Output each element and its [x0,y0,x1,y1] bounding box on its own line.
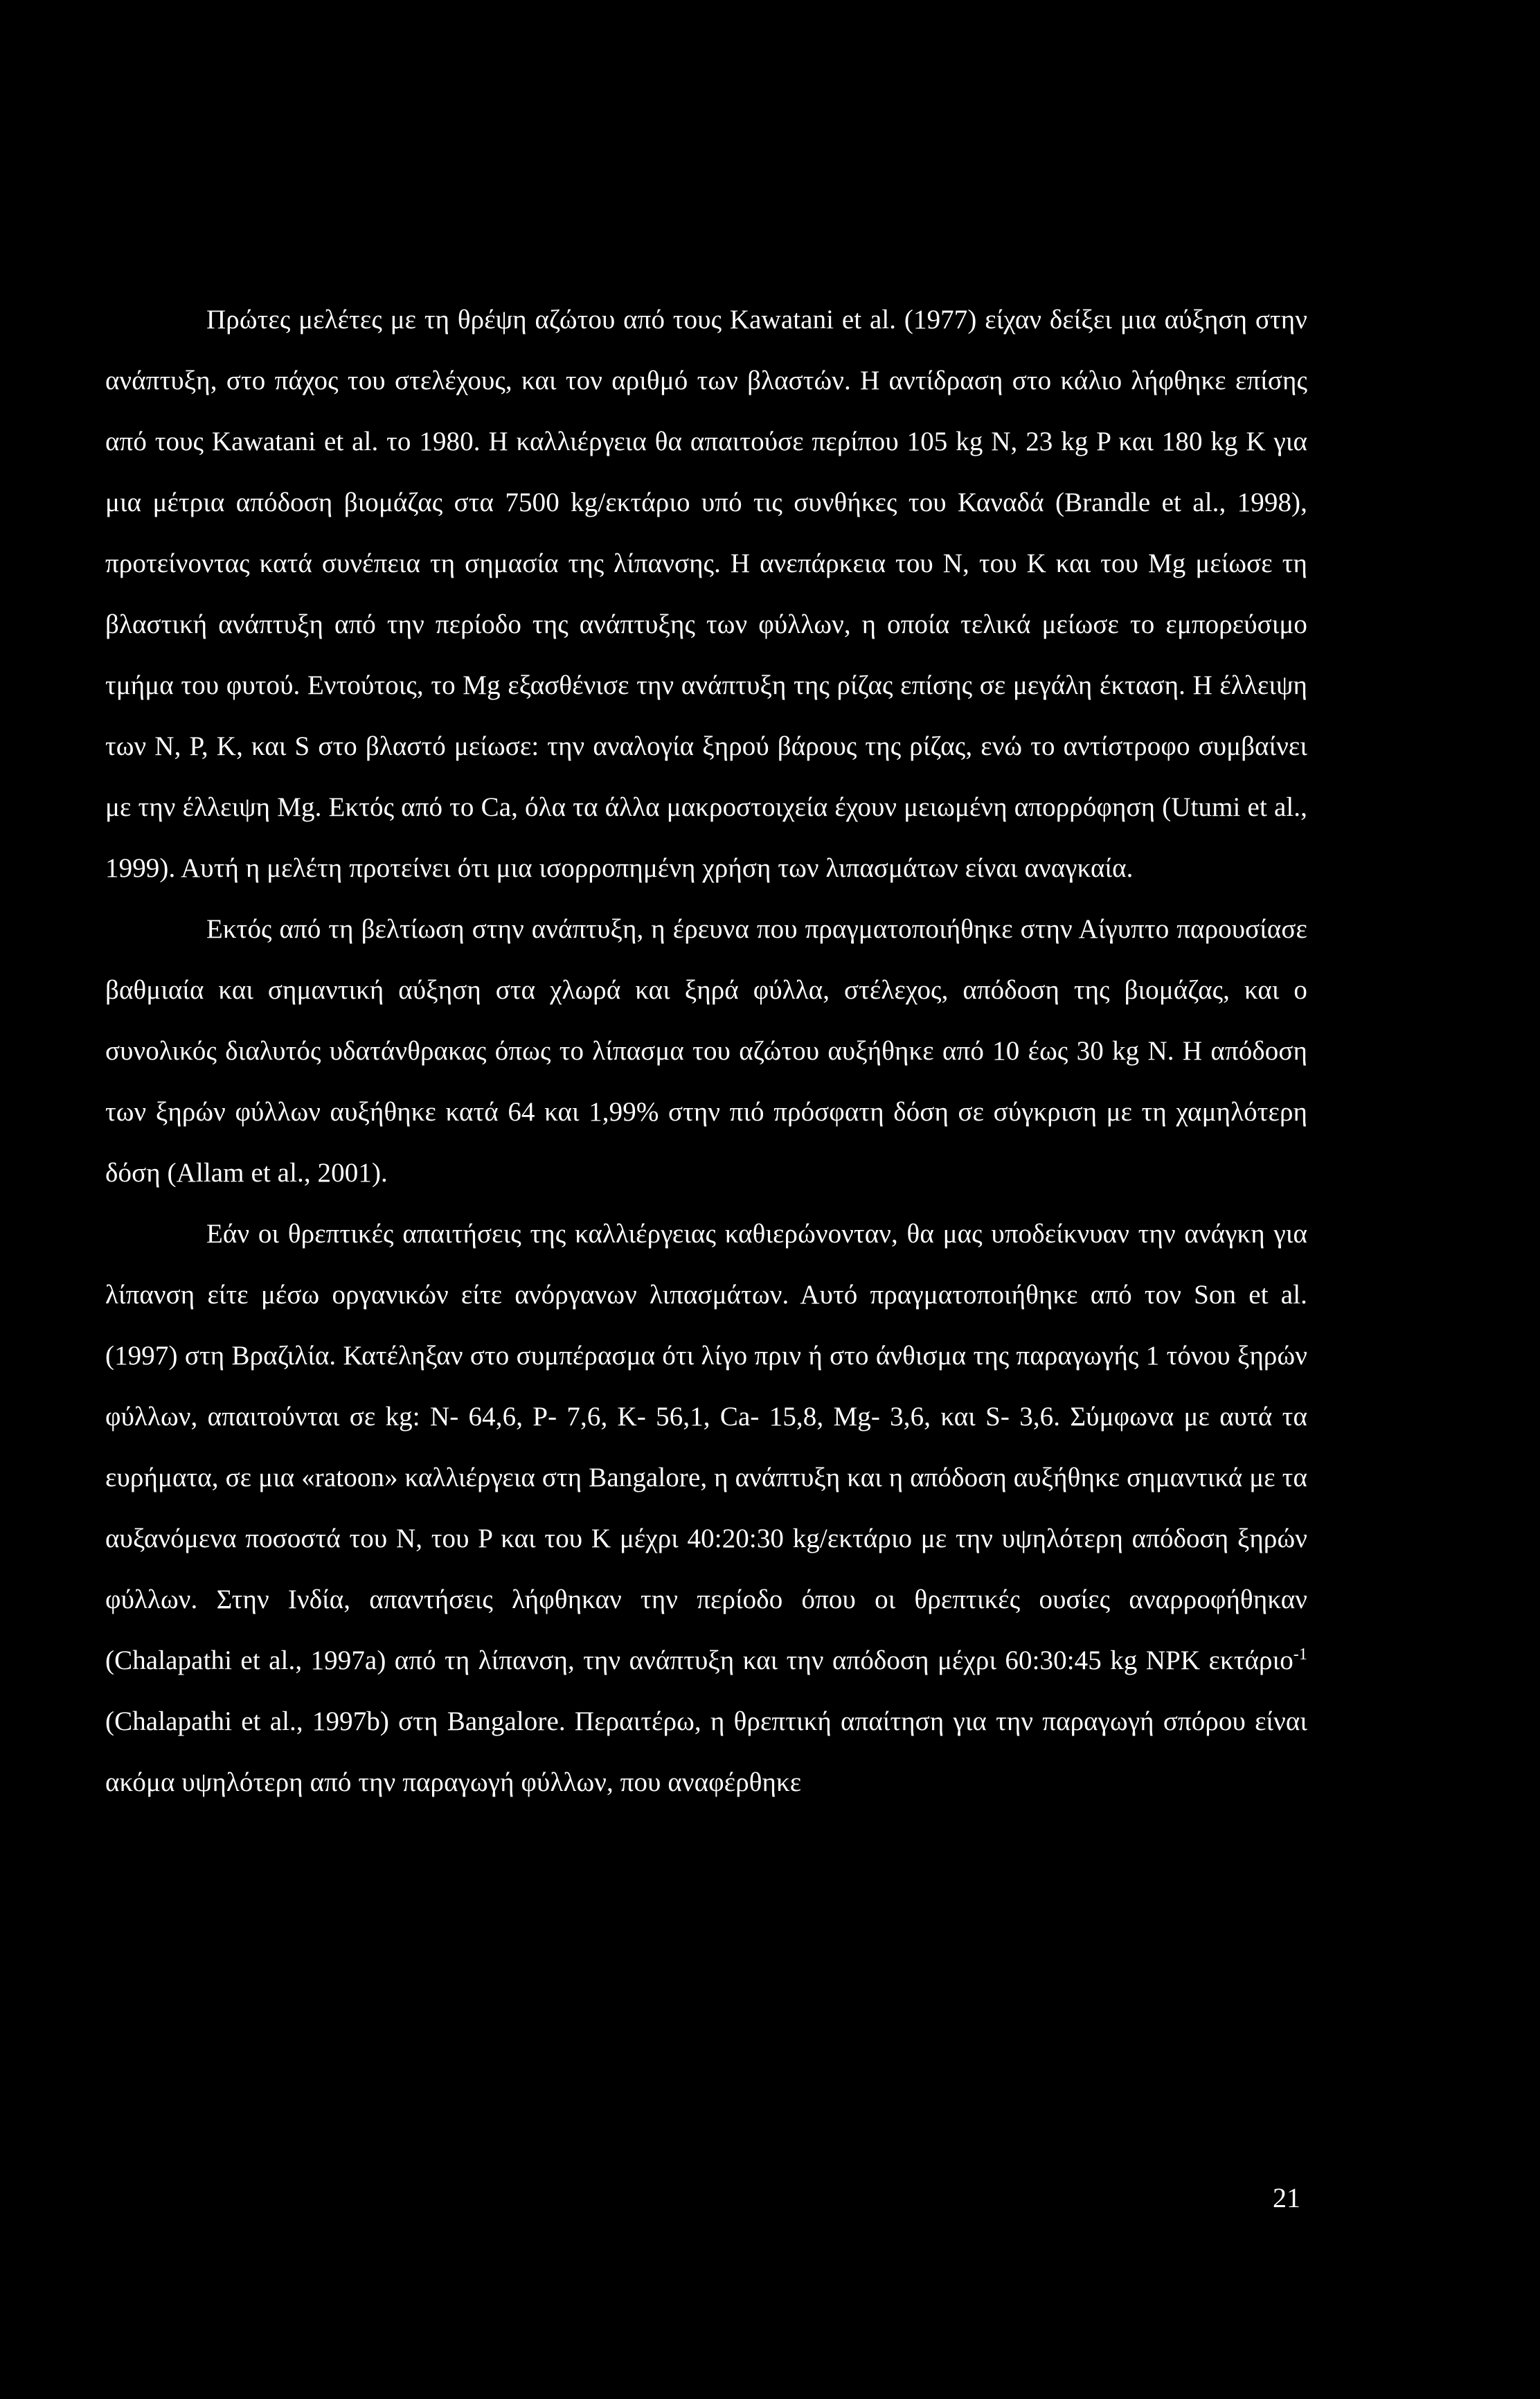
document-body [105,289,1307,1813]
paragraph-3-text-continued: (Chalapathi et al., 1997b) στη Bangalore. Περαιτέρω, η θρεπτική απαίτηση για την παραγωγή σπόρου είναι ακόμα υψηλότερη από την παραγωγή φύλλων, που αναφέρθηκε [105,1706,1307,1797]
paragraph-3 [105,1204,1307,1813]
page-number: 21 [1273,2182,1300,2213]
paragraph-3-text: Εάν οι θρεπτικές απαιτήσεις της καλλιέργειας καθιερώνονταν, θα μας υποδείκνυαν την ανάγκη για λίπανση είτε μέσω οργανικών είτε ανόργανων λιπασμάτων. Αυτό πραγματοποιήθηκε από τον Son et al. (1997) στη Βραζιλία. Κατέληξαν στο συμπέρασμα ότι λίγο πριν ή στο άνθισμα της παραγωγής 1 τόνου ξηρών φύλλων, απαιτούνται σε kg: N- 64,6, P- 7,6, K- 56,1, Ca- 15,8, Mg- 3,6, και S- 3,6. Σύμφωνα με αυτά τα ευρήματα, σε μια «ratoon» καλλιέργεια στη Bangalore, η ανάπτυξη και η απόδοση αυξήθηκε σημαντικά με τα αυξανόμενα ποσοστά του N, του P και του K μέχρι 40:20:30 kg/εκτάριο με την υψηλότερη απόδοση ξηρών φύλλων. Στην Ινδία, απαντήσεις λήφθηκαν την περίοδο όπου οι θρεπτικές ουσίες αναρροφήθηκαν (Chalapathi et al., 1997a) από τη λίπανση, την ανάπτυξη και την απόδοση μέχρι 60:30:45 kg NPK εκτάριο [105,1219,1307,1675]
superscript-minus-one: -1 [1293,1646,1307,1664]
paragraph-1: Πρώτες μελέτες με τη θρέψη αζώτου από τους Kawatani et al. (1977) είχαν δείξει μια αύξηση στην ανάπτυξη, στο πάχος του στελέχους, και τον αριθμό των βλαστών. Η αντίδραση στο κάλιο λήφθηκε επίσης από τους Kawatani et al. το 1980. Η καλλιέργεια θα απαιτούσε περίπου 105 kg N, 23 kg P και 180 kg K για μια μέτρια απόδοση βιομάζας στα 7500 kg/εκτάριο υπό τις συνθήκες του Καναδά (Brandle et al., 1998), προτείνοντας κατά συνέπεια τη σημασία της λίπανσης. Η ανεπάρκεια του N, του K και του Mg μείωσε τη βλαστική ανάπτυξη από την περίοδο της ανάπτυξης των φύλλων, η οποία τελικά μείωσε το εμπορεύσιμο τμήμα του φυτού. Εντούτοις, το Mg εξασθένισε την ανάπτυξη της ρίζας επίσης σε μεγάλη έκταση. Η έλλειψη των N, P, K, και S στο βλαστό μείωσε: την αναλογία ξηρού βάρους της ρίζας, ενώ το αντίστροφο συμβαίνει με την έλλειψη Mg. Εκτός από το Ca, όλα τα άλλα μακροστοιχεία έχουν μειωμένη απορρόφηση (Utumi et al., 1999). Αυτή η μελέτη προτείνει ότι μια ισορροπημένη χρήση των λιπασμάτων είναι αναγκαία. [105,305,1307,883]
paragraph-2: Εκτός από τη βελτίωση στην ανάπτυξη, η έρευνα που πραγματοποιήθηκε στην Αίγυπτο παρουσίασε βαθμιαία και σημαντική αύξηση στα χλωρά και ξηρά φύλλα, στέλεχος, απόδοση της βιομάζας, και ο συνολικός διαλυτός υδατάνθρακας όπως το λίπασμα του αζώτου αυξήθηκε από 10 έως 30 kg N. Η απόδοση των ξηρών φύλλων αυξήθηκε κατά 64 και 1,99% στην πιό πρόσφατη δόση σε σύγκριση με τη χαμηλότερη δόση (Allam et al., 2001). [105,914,1307,1188]
